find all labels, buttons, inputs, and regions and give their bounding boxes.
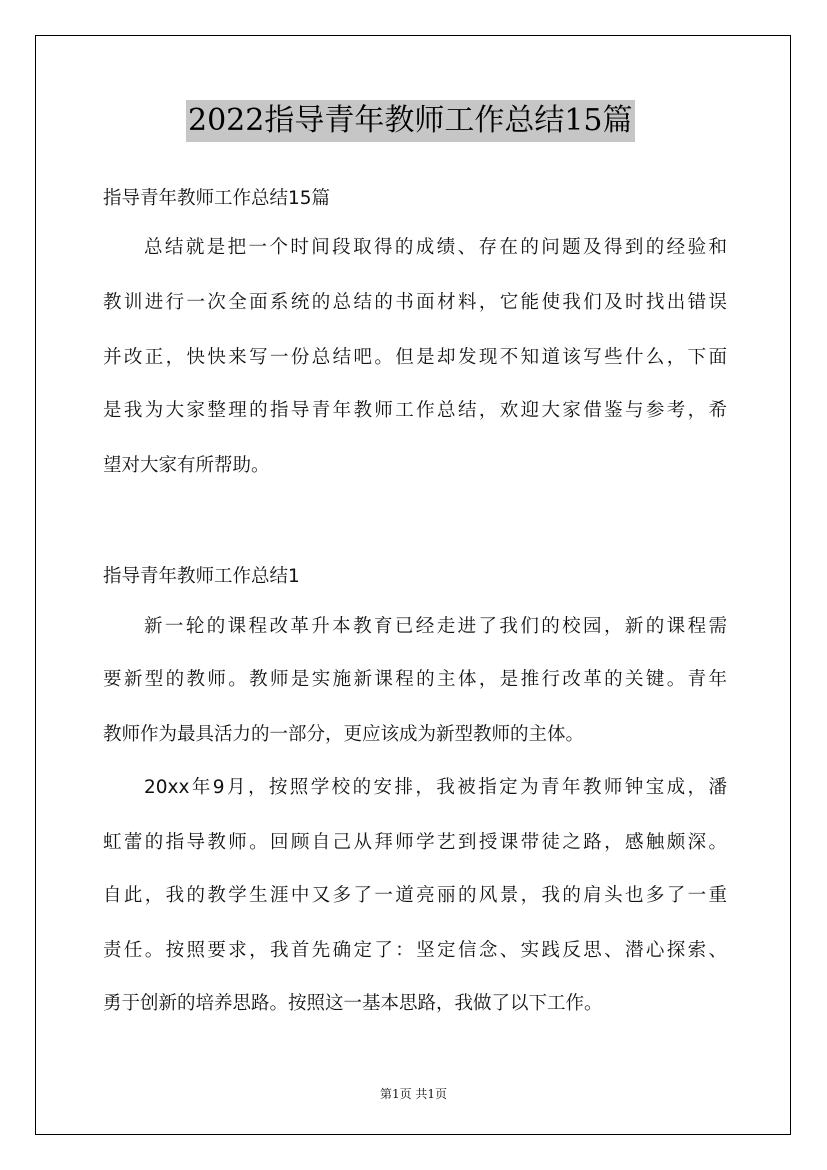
intro-line-4: 是我为大家整理的指导青年教师工作总结，欢迎大家借鉴与参考，希 (103, 400, 727, 421)
paragraph2-line-5: 勇于创新的培养思路。按照这一基本思路，我做了以下工作。 (103, 993, 603, 1014)
document-subtitle: 指导青年教师工作总结15篇 (103, 188, 331, 209)
intro-line-2: 教训进行一次全面系统的总结的书面材料，它能使我们及时找出错误 (103, 292, 727, 313)
paragraph2-line-4: 责任。按照要求，我首先确定了：坚定信念、实践反思、潜心探索、 (103, 940, 727, 961)
document-title: 2022指导青年教师工作总结15篇 (186, 100, 635, 142)
page-footer: 第1页 共1页 (379, 1087, 448, 1101)
section-heading: 指导青年教师工作总结1 (103, 566, 300, 587)
paragraph2-line-3: 自此，我的教学生涯中又多了一道亮丽的风景，我的肩头也多了一重 (103, 885, 727, 906)
paragraph1-line-3: 教师作为最具活力的一部分，更应该成为新型教师的主体。 (103, 724, 585, 745)
paragraph1-line-1: 新一轮的课程改革升本教育已经走进了我们的校园，新的课程需 (144, 616, 727, 637)
intro-line-5: 望对大家有所帮助。 (103, 455, 270, 476)
paragraph1-line-2: 要新型的教师。教师是实施新课程的主体，是推行改革的关键。青年 (103, 669, 727, 690)
paragraph2-line-2: 虹蕾的指导教师。回顾自己从拜师学艺到授课带徒之路，感触颇深。 (103, 832, 727, 853)
paragraph2-line-1: 20xx年9月，按照学校的安排，我被指定为青年教师钟宝成，潘 (144, 777, 727, 798)
intro-line-3: 并改正，快快来写一份总结吧。但是却发现不知道该写些什么，下面 (103, 347, 727, 368)
intro-line-1: 总结就是把一个时间段取得的成绩、存在的问题及得到的经验和 (144, 237, 727, 258)
